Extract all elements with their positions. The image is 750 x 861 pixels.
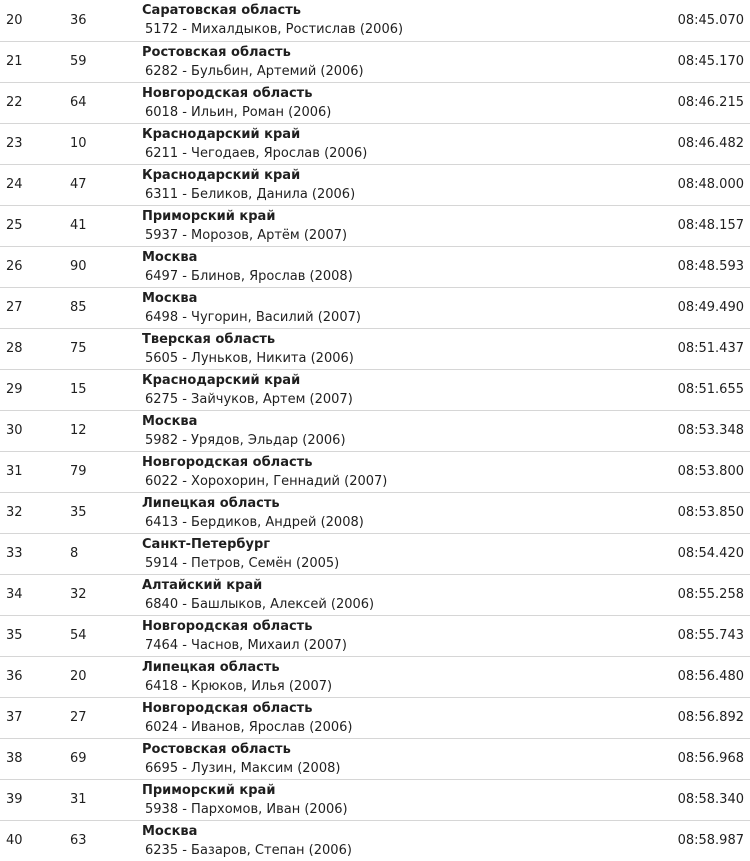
bib-number-cell: 79: [70, 464, 87, 479]
region-name: Приморский край: [142, 782, 276, 798]
table-row: [0, 82, 750, 123]
athlete-cell: [142, 369, 670, 410]
athlete-name: 6211 - Чегодаев, Ярослав (2006): [145, 145, 368, 161]
athlete-name: 6311 - Беликов, Данила (2006): [145, 186, 356, 202]
bib-number-cell: 36: [70, 12, 87, 28]
region-name: Москва: [142, 823, 198, 839]
finish-time-cell: 08:51.655: [677, 382, 744, 397]
finish-time-cell: 08:48.000: [677, 177, 744, 192]
athlete-cell: [142, 738, 670, 779]
place-cell: 31: [6, 464, 23, 479]
finish-time-cell: 08:45.070: [677, 12, 744, 28]
athlete-cell: [142, 41, 670, 82]
region-name: Москва: [142, 413, 198, 429]
athlete-name: 5938 - Пархомов, Иван (2006): [145, 801, 348, 817]
athlete-name: 6018 - Ильин, Роман (2006): [145, 104, 332, 120]
athlete-cell: [142, 615, 670, 656]
place-cell: 26: [6, 259, 23, 274]
bib-number-cell: 47: [70, 177, 87, 192]
athlete-name: 6413 - Бердиков, Андрей (2008): [145, 514, 364, 530]
athlete-name: 6022 - Хорохорин, Геннадий (2007): [145, 473, 388, 489]
athlete-name: 5937 - Морозов, Артём (2007): [145, 227, 348, 243]
table-row: [0, 123, 750, 164]
athlete-name: 6497 - Блинов, Ярослав (2008): [145, 268, 353, 284]
place-cell: 34: [6, 587, 23, 602]
table-row: [0, 451, 750, 492]
place-cell: 21: [6, 54, 23, 69]
region-name: Ростовская область: [142, 44, 291, 60]
bib-number-cell: 41: [70, 218, 87, 233]
athlete-name: 6840 - Башлыков, Алексей (2006): [145, 596, 375, 612]
place-cell: 29: [6, 382, 23, 397]
place-cell: 33: [6, 546, 23, 561]
region-name: Новгородская область: [142, 700, 313, 716]
region-name: Краснодарский край: [142, 167, 301, 183]
place-cell: 30: [6, 423, 23, 438]
bib-number-cell: 12: [70, 423, 87, 438]
region-name: Липецкая область: [142, 659, 280, 675]
athlete-name: 6498 - Чугорин, Василий (2007): [145, 309, 361, 325]
region-name: Новгородская область: [142, 454, 313, 470]
athlete-name: 6024 - Иванов, Ярослав (2006): [145, 719, 353, 735]
table-row: [0, 738, 750, 779]
bib-number-cell: 10: [70, 136, 87, 151]
finish-time-cell: 08:53.800: [677, 464, 744, 479]
place-cell: 24: [6, 177, 23, 192]
place-cell: 36: [6, 669, 23, 684]
bib-number-cell: 85: [70, 300, 87, 315]
bib-number-cell: 8: [70, 546, 79, 561]
place-cell: 27: [6, 300, 23, 315]
athlete-cell: [142, 287, 670, 328]
finish-time-cell: 08:58.340: [677, 792, 744, 807]
finish-time-cell: 08:56.968: [677, 751, 744, 766]
bib-number-cell: 35: [70, 505, 87, 520]
place-cell: 39: [6, 792, 23, 807]
athlete-cell: [142, 164, 670, 205]
finish-time-cell: 08:58.987: [677, 833, 744, 849]
table-row: [0, 492, 750, 533]
table-row: [0, 246, 750, 287]
region-name: Новгородская область: [142, 85, 313, 101]
athlete-cell: [142, 779, 670, 820]
athlete-cell: [142, 492, 670, 533]
bib-number-cell: 15: [70, 382, 87, 397]
athlete-name: 6282 - Бульбин, Артемий (2006): [145, 63, 364, 79]
athlete-name: 6275 - Зайчуков, Артем (2007): [145, 391, 353, 407]
athlete-name: 5914 - Петров, Семён (2005): [145, 555, 340, 571]
finish-time-cell: 08:46.482: [677, 136, 744, 151]
table-row: [0, 615, 750, 656]
place-cell: 22: [6, 95, 23, 110]
region-name: Ростовская область: [142, 741, 291, 757]
athlete-cell: [142, 820, 670, 861]
bib-number-cell: 69: [70, 751, 87, 766]
bib-number-cell: 63: [70, 833, 87, 849]
table-row: [0, 164, 750, 205]
place-cell: 23: [6, 136, 23, 151]
place-cell: 20: [6, 12, 23, 28]
table-row: [0, 820, 750, 861]
finish-time-cell: 08:48.593: [677, 259, 744, 274]
bib-number-cell: 32: [70, 587, 87, 602]
table-row: [0, 410, 750, 451]
finish-time-cell: 08:53.348: [677, 423, 744, 438]
finish-time-cell: 08:54.420: [677, 546, 744, 561]
table-row: [0, 205, 750, 246]
region-name: Москва: [142, 249, 198, 265]
athlete-cell: [142, 82, 670, 123]
bib-number-cell: 59: [70, 54, 87, 69]
finish-time-cell: 08:56.892: [677, 710, 744, 725]
finish-time-cell: 08:55.743: [677, 628, 744, 643]
bib-number-cell: 27: [70, 710, 87, 725]
athlete-name: 5982 - Урядов, Эльдар (2006): [145, 432, 346, 448]
place-cell: 28: [6, 341, 23, 356]
table-row: [0, 779, 750, 820]
place-cell: 40: [6, 833, 23, 849]
region-name: Липецкая область: [142, 495, 280, 511]
bib-number-cell: 75: [70, 341, 87, 356]
bib-number-cell: 20: [70, 669, 87, 684]
table-row: [0, 0, 750, 41]
athlete-cell: [142, 533, 670, 574]
finish-time-cell: 08:46.215: [677, 95, 744, 110]
athlete-cell: [142, 123, 670, 164]
athlete-name: 5172 - Михалдыков, Ростислав (2006): [145, 22, 404, 38]
place-cell: 37: [6, 710, 23, 725]
athlete-cell: [142, 656, 670, 697]
athlete-name: 7464 - Часнов, Михаил (2007): [145, 637, 347, 653]
finish-time-cell: 08:55.258: [677, 587, 744, 602]
table-row: [0, 574, 750, 615]
athlete-cell: [142, 697, 670, 738]
table-row: [0, 533, 750, 574]
region-name: Приморский край: [142, 208, 276, 224]
region-name: Саратовская область: [142, 3, 302, 19]
athlete-cell: [142, 0, 670, 41]
bib-number-cell: 90: [70, 259, 87, 274]
athlete-cell: [142, 410, 670, 451]
region-name: Тверская область: [142, 331, 276, 347]
place-cell: 35: [6, 628, 23, 643]
table-row: [0, 41, 750, 82]
table-row: [0, 328, 750, 369]
place-cell: 38: [6, 751, 23, 766]
athlete-cell: [142, 246, 670, 287]
finish-time-cell: 08:48.157: [677, 218, 744, 233]
finish-time-cell: 08:51.437: [677, 341, 744, 356]
athlete-cell: [142, 205, 670, 246]
table-row: [0, 287, 750, 328]
finish-time-cell: 08:49.490: [677, 300, 744, 315]
region-name: Краснодарский край: [142, 126, 301, 142]
athlete-name: 6235 - Базаров, Степан (2006): [145, 842, 352, 858]
athlete-name: 5605 - Луньков, Никита (2006): [145, 350, 354, 366]
region-name: Новгородская область: [142, 618, 313, 634]
finish-time-cell: 08:56.480: [677, 669, 744, 684]
table-row: [0, 656, 750, 697]
bib-number-cell: 31: [70, 792, 87, 807]
region-name: Краснодарский край: [142, 372, 301, 388]
place-cell: 25: [6, 218, 23, 233]
athlete-cell: [142, 451, 670, 492]
place-cell: 32: [6, 505, 23, 520]
region-name: Санкт-Петербург: [142, 536, 271, 552]
athlete-name: 6695 - Лузин, Максим (2008): [145, 760, 341, 776]
bib-number-cell: 64: [70, 95, 87, 110]
bib-number-cell: 54: [70, 628, 87, 643]
table-row: [0, 697, 750, 738]
finish-time-cell: 08:53.850: [677, 505, 744, 520]
region-name: Москва: [142, 290, 198, 306]
athlete-name: 6418 - Крюков, Илья (2007): [145, 678, 333, 694]
athlete-cell: [142, 574, 670, 615]
table-row: [0, 369, 750, 410]
region-name: Алтайский край: [142, 577, 263, 593]
finish-time-cell: 08:45.170: [677, 54, 744, 69]
athlete-cell: [142, 328, 670, 369]
